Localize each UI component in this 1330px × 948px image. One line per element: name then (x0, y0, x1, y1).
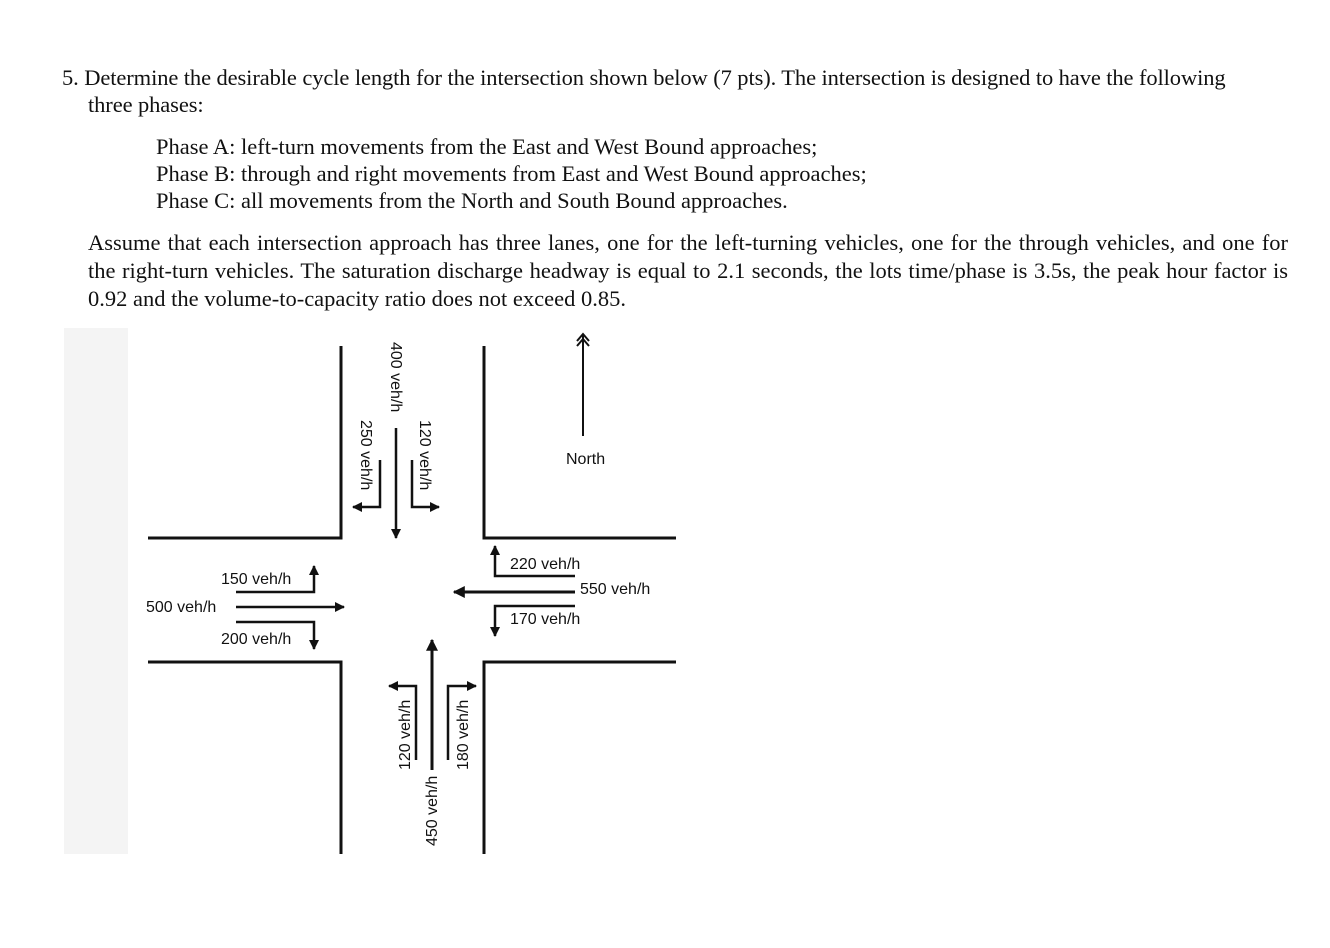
east-left-arrow-icon (495, 606, 575, 636)
phase-c: Phase C: all movements from the North and South Bound approaches. (156, 188, 788, 213)
question-line-2: three phases: (88, 92, 204, 117)
west-right-arrow-icon (236, 622, 314, 649)
south-through-volume: 450 veh/h (424, 775, 441, 846)
road-edge-ne (484, 346, 676, 538)
phase-b: Phase B: through and right movements from East and West Bound approaches; (156, 161, 867, 186)
south-left-volume: 120 veh/h (397, 699, 414, 770)
west-left-volume: 150 veh/h (221, 571, 292, 588)
figure-panel (64, 328, 128, 854)
phase-a: Phase A: left-turn movements from the East and West Bound approaches; (156, 134, 818, 159)
south-right-volume: 180 veh/h (455, 699, 472, 770)
road-edges (148, 346, 676, 854)
west-approach-arrows (236, 566, 344, 649)
north-arrow-icon (577, 334, 589, 436)
question-text (62, 64, 1292, 118)
phase-list (156, 133, 867, 214)
west-left-arrow-icon (236, 566, 314, 592)
south-left-arrow-icon (389, 686, 416, 760)
east-right-arrow-icon (495, 546, 575, 576)
south-approach-arrows (389, 640, 476, 770)
road-edge-nw (148, 346, 341, 538)
north-approach-arrows (353, 428, 439, 538)
north-left-volume: 120 veh/h (416, 420, 433, 491)
assumptions-paragraph: Assume that each intersection approach has three lanes, one for the left-turning vehicles, one for the through vehicles, and one for the right-turn vehicles. The saturation discharge headway is equal to 2.1 seconds, the lots time/phase is 3.5s, the peak hour factor is 0.92 and the volume-to-capacity ratio does not exceed 0.85. (88, 230, 1288, 311)
north-right-volume: 250 veh/h (357, 420, 374, 491)
north-right-arrow-icon (353, 460, 380, 507)
east-through-volume: 550 veh/h (580, 581, 651, 598)
road-edge-se (484, 662, 676, 854)
road-edge-sw (148, 662, 341, 854)
north-left-arrow-icon (412, 460, 439, 507)
question-line-1: 5. Determine the desirable cycle length for the intersection shown below (7 pts). The intersection is designed to have the following (62, 65, 1226, 90)
north-through-volume: 400 veh/h (387, 342, 404, 413)
east-right-volume: 220 veh/h (510, 556, 581, 573)
west-right-volume: 200 veh/h (221, 631, 292, 648)
west-through-volume: 500 veh/h (146, 599, 217, 616)
south-right-arrow-icon (448, 686, 476, 760)
east-left-volume: 170 veh/h (510, 611, 581, 628)
north-label: North (566, 451, 606, 468)
east-approach-arrows (454, 546, 575, 636)
